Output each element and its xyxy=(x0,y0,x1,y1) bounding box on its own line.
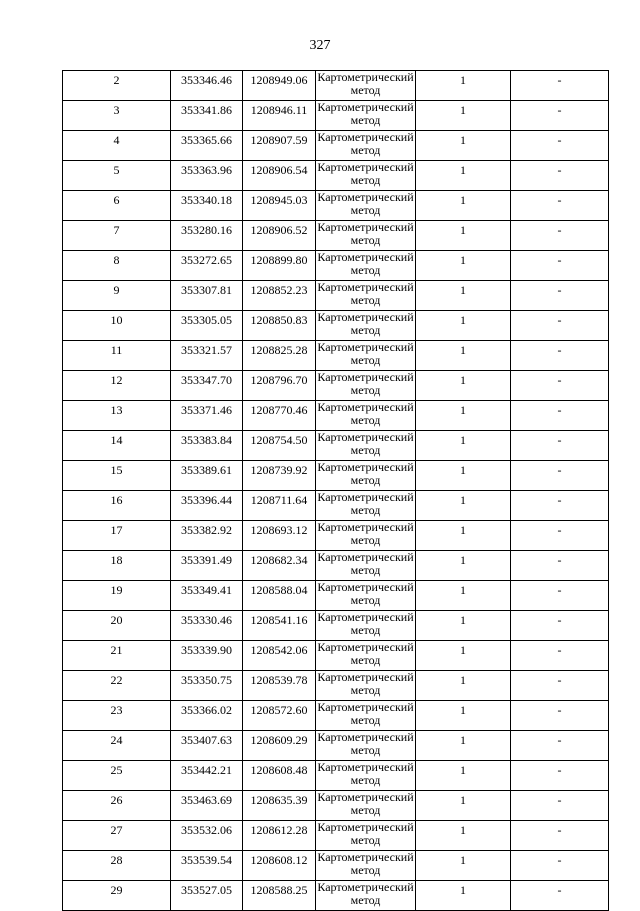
y-coordinate-cell: 1208609.29 xyxy=(243,731,316,761)
x-coordinate-cell: 353347.70 xyxy=(171,371,243,401)
table-row xyxy=(63,641,609,671)
y-coordinate-cell: 1208541.16 xyxy=(243,611,316,641)
table-row xyxy=(63,311,609,341)
point-number-cell: 8 xyxy=(63,251,171,281)
note-cell: - xyxy=(511,671,609,701)
method-text: Картометрический метод xyxy=(317,880,414,907)
method-text: Картометрический метод xyxy=(317,640,414,667)
method-text: Картометрический метод xyxy=(317,400,414,427)
note-cell: - xyxy=(511,641,609,671)
table-row xyxy=(63,431,609,461)
point-number-cell: 25 xyxy=(63,761,171,791)
point-number-cell: 27 xyxy=(63,821,171,851)
precision-cell: 1 xyxy=(416,461,511,491)
x-coordinate-cell: 353307.81 xyxy=(171,281,243,311)
precision-cell: 1 xyxy=(416,221,511,251)
y-coordinate-cell: 1208612.28 xyxy=(243,821,316,851)
point-number-cell: 15 xyxy=(63,461,171,491)
method-text: Картометрический метод xyxy=(317,430,414,457)
x-coordinate-cell: 353365.66 xyxy=(171,131,243,161)
method-cell xyxy=(316,581,416,611)
method-text: Картометрический метод xyxy=(317,730,414,757)
y-coordinate-cell: 1208899.80 xyxy=(243,251,316,281)
table-row xyxy=(63,611,609,641)
method-cell xyxy=(316,401,416,431)
x-coordinate-cell: 353321.57 xyxy=(171,341,243,371)
x-coordinate-cell: 353527.05 xyxy=(171,881,243,911)
x-coordinate-cell: 353442.21 xyxy=(171,761,243,791)
y-coordinate-cell: 1208852.23 xyxy=(243,281,316,311)
method-cell xyxy=(316,551,416,581)
method-cell xyxy=(316,671,416,701)
table-row xyxy=(63,671,609,701)
method-text: Картометрический метод xyxy=(317,310,414,337)
method-text: Картометрический метод xyxy=(317,250,414,277)
method-text: Картометрический метод xyxy=(317,760,414,787)
precision-cell: 1 xyxy=(416,611,511,641)
point-number-cell: 13 xyxy=(63,401,171,431)
point-number-cell: 2 xyxy=(63,71,171,101)
method-text: Картометрический метод xyxy=(317,280,414,307)
method-cell xyxy=(316,791,416,821)
note-cell: - xyxy=(511,191,609,221)
table-row xyxy=(63,881,609,911)
note-cell: - xyxy=(511,731,609,761)
method-text: Картометрический метод xyxy=(317,490,414,517)
y-coordinate-cell: 1208825.28 xyxy=(243,341,316,371)
table-row xyxy=(63,161,609,191)
x-coordinate-cell: 353389.61 xyxy=(171,461,243,491)
method-text: Картометрический метод xyxy=(317,370,414,397)
x-coordinate-cell: 353305.05 xyxy=(171,311,243,341)
y-coordinate-cell: 1208588.04 xyxy=(243,581,316,611)
point-number-cell: 3 xyxy=(63,101,171,131)
x-coordinate-cell: 353272.65 xyxy=(171,251,243,281)
note-cell: - xyxy=(511,341,609,371)
y-coordinate-cell: 1208945.03 xyxy=(243,191,316,221)
table-row xyxy=(63,701,609,731)
method-cell xyxy=(316,461,416,491)
y-coordinate-cell: 1208608.48 xyxy=(243,761,316,791)
y-coordinate-cell: 1208608.12 xyxy=(243,851,316,881)
x-coordinate-cell: 353346.46 xyxy=(171,71,243,101)
y-coordinate-cell: 1208906.54 xyxy=(243,161,316,191)
x-coordinate-cell: 353340.18 xyxy=(171,191,243,221)
x-coordinate-cell: 353539.54 xyxy=(171,851,243,881)
table-row xyxy=(63,71,609,101)
note-cell: - xyxy=(511,881,609,911)
method-cell xyxy=(316,281,416,311)
note-cell: - xyxy=(511,851,609,881)
method-cell xyxy=(316,491,416,521)
method-cell xyxy=(316,701,416,731)
y-coordinate-cell: 1208539.78 xyxy=(243,671,316,701)
note-cell: - xyxy=(511,101,609,131)
precision-cell: 1 xyxy=(416,671,511,701)
method-cell xyxy=(316,821,416,851)
x-coordinate-cell: 353532.06 xyxy=(171,821,243,851)
note-cell: - xyxy=(511,461,609,491)
method-cell xyxy=(316,101,416,131)
x-coordinate-cell: 353396.44 xyxy=(171,491,243,521)
point-number-cell: 28 xyxy=(63,851,171,881)
point-number-cell: 20 xyxy=(63,611,171,641)
x-coordinate-cell: 353280.16 xyxy=(171,221,243,251)
method-text: Картометрический метод xyxy=(317,550,414,577)
precision-cell: 1 xyxy=(416,641,511,671)
method-cell xyxy=(316,641,416,671)
precision-cell: 1 xyxy=(416,251,511,281)
point-number-cell: 18 xyxy=(63,551,171,581)
method-cell xyxy=(316,881,416,911)
method-cell xyxy=(316,341,416,371)
method-cell xyxy=(316,161,416,191)
method-text: Картометрический метод xyxy=(317,160,414,187)
method-text: Картометрический метод xyxy=(317,700,414,727)
method-text: Картометрический метод xyxy=(317,610,414,637)
precision-cell: 1 xyxy=(416,821,511,851)
point-number-cell: 11 xyxy=(63,341,171,371)
y-coordinate-cell: 1208907.59 xyxy=(243,131,316,161)
x-coordinate-cell: 353330.46 xyxy=(171,611,243,641)
table-row xyxy=(63,731,609,761)
y-coordinate-cell: 1208796.70 xyxy=(243,371,316,401)
table-row xyxy=(63,131,609,161)
method-text: Картометрический метод xyxy=(317,100,414,127)
note-cell: - xyxy=(511,581,609,611)
method-text: Картометрический метод xyxy=(317,580,414,607)
method-cell xyxy=(316,131,416,161)
y-coordinate-cell: 1208850.83 xyxy=(243,311,316,341)
note-cell: - xyxy=(511,131,609,161)
precision-cell: 1 xyxy=(416,551,511,581)
y-coordinate-cell: 1208542.06 xyxy=(243,641,316,671)
note-cell: - xyxy=(511,401,609,431)
x-coordinate-cell: 353407.63 xyxy=(171,731,243,761)
x-coordinate-cell: 353363.96 xyxy=(171,161,243,191)
precision-cell: 1 xyxy=(416,701,511,731)
y-coordinate-cell: 1208682.34 xyxy=(243,551,316,581)
note-cell: - xyxy=(511,221,609,251)
y-coordinate-cell: 1208754.50 xyxy=(243,431,316,461)
method-cell xyxy=(316,371,416,401)
note-cell: - xyxy=(511,311,609,341)
note-cell: - xyxy=(511,281,609,311)
note-cell: - xyxy=(511,791,609,821)
y-coordinate-cell: 1208949.06 xyxy=(243,71,316,101)
table-row xyxy=(63,491,609,521)
point-number-cell: 4 xyxy=(63,131,171,161)
y-coordinate-cell: 1208946.11 xyxy=(243,101,316,131)
point-number-cell: 21 xyxy=(63,641,171,671)
precision-cell: 1 xyxy=(416,191,511,221)
method-text: Картометрический метод xyxy=(317,220,414,247)
table-row xyxy=(63,101,609,131)
method-cell xyxy=(316,221,416,251)
precision-cell: 1 xyxy=(416,791,511,821)
table-row xyxy=(63,821,609,851)
method-cell xyxy=(316,191,416,221)
x-coordinate-cell: 353350.75 xyxy=(171,671,243,701)
y-coordinate-cell: 1208711.64 xyxy=(243,491,316,521)
y-coordinate-cell: 1208770.46 xyxy=(243,401,316,431)
x-coordinate-cell: 353382.92 xyxy=(171,521,243,551)
y-coordinate-cell: 1208588.25 xyxy=(243,881,316,911)
note-cell: - xyxy=(511,251,609,281)
y-coordinate-cell: 1208635.39 xyxy=(243,791,316,821)
method-text: Картометрический метод xyxy=(317,340,414,367)
point-number-cell: 24 xyxy=(63,731,171,761)
precision-cell: 1 xyxy=(416,881,511,911)
coordinates-table-body xyxy=(63,71,609,911)
precision-cell: 1 xyxy=(416,761,511,791)
table-row xyxy=(63,281,609,311)
page-number: 327 xyxy=(309,38,331,53)
table-row xyxy=(63,221,609,251)
point-number-cell: 26 xyxy=(63,791,171,821)
method-cell xyxy=(316,521,416,551)
y-coordinate-cell: 1208739.92 xyxy=(243,461,316,491)
method-text: Картометрический метод xyxy=(317,790,414,817)
coordinates-table xyxy=(62,70,609,911)
x-coordinate-cell: 353383.84 xyxy=(171,431,243,461)
method-cell xyxy=(316,251,416,281)
x-coordinate-cell: 353463.69 xyxy=(171,791,243,821)
method-text: Картометрический метод xyxy=(317,520,414,547)
y-coordinate-cell: 1208693.12 xyxy=(243,521,316,551)
y-coordinate-cell: 1208906.52 xyxy=(243,221,316,251)
table-row xyxy=(63,341,609,371)
note-cell: - xyxy=(511,821,609,851)
point-number-cell: 29 xyxy=(63,881,171,911)
method-cell xyxy=(316,431,416,461)
table-row xyxy=(63,851,609,881)
precision-cell: 1 xyxy=(416,311,511,341)
method-cell xyxy=(316,611,416,641)
x-coordinate-cell: 353341.86 xyxy=(171,101,243,131)
table-row xyxy=(63,791,609,821)
method-text: Картометрический метод xyxy=(317,820,414,847)
precision-cell: 1 xyxy=(416,581,511,611)
precision-cell: 1 xyxy=(416,161,511,191)
point-number-cell: 22 xyxy=(63,671,171,701)
y-coordinate-cell: 1208572.60 xyxy=(243,701,316,731)
method-cell xyxy=(316,71,416,101)
point-number-cell: 6 xyxy=(63,191,171,221)
table-row xyxy=(63,191,609,221)
x-coordinate-cell: 353349.41 xyxy=(171,581,243,611)
table-row xyxy=(63,461,609,491)
precision-cell: 1 xyxy=(416,431,511,461)
point-number-cell: 9 xyxy=(63,281,171,311)
method-cell xyxy=(316,311,416,341)
point-number-cell: 14 xyxy=(63,431,171,461)
x-coordinate-cell: 353391.49 xyxy=(171,551,243,581)
method-text: Картометрический метод xyxy=(317,670,414,697)
table-row xyxy=(63,581,609,611)
precision-cell: 1 xyxy=(416,281,511,311)
precision-cell: 1 xyxy=(416,341,511,371)
note-cell: - xyxy=(511,611,609,641)
note-cell: - xyxy=(511,431,609,461)
x-coordinate-cell: 353371.46 xyxy=(171,401,243,431)
precision-cell: 1 xyxy=(416,521,511,551)
method-text: Картометрический метод xyxy=(317,130,414,157)
point-number-cell: 17 xyxy=(63,521,171,551)
note-cell: - xyxy=(511,371,609,401)
method-text: Картометрический метод xyxy=(317,70,414,97)
table-row xyxy=(63,371,609,401)
x-coordinate-cell: 353366.02 xyxy=(171,701,243,731)
precision-cell: 1 xyxy=(416,131,511,161)
method-text: Картометрический метод xyxy=(317,460,414,487)
method-cell xyxy=(316,851,416,881)
precision-cell: 1 xyxy=(416,851,511,881)
note-cell: - xyxy=(511,491,609,521)
method-text: Картометрический метод xyxy=(317,850,414,877)
method-cell xyxy=(316,761,416,791)
precision-cell: 1 xyxy=(416,71,511,101)
note-cell: - xyxy=(511,551,609,581)
precision-cell: 1 xyxy=(416,401,511,431)
method-text: Картометрический метод xyxy=(317,190,414,217)
point-number-cell: 19 xyxy=(63,581,171,611)
note-cell: - xyxy=(511,761,609,791)
x-coordinate-cell: 353339.90 xyxy=(171,641,243,671)
note-cell: - xyxy=(511,161,609,191)
method-cell xyxy=(316,731,416,761)
precision-cell: 1 xyxy=(416,491,511,521)
point-number-cell: 16 xyxy=(63,491,171,521)
point-number-cell: 7 xyxy=(63,221,171,251)
table-row xyxy=(63,401,609,431)
note-cell: - xyxy=(511,521,609,551)
precision-cell: 1 xyxy=(416,371,511,401)
note-cell: - xyxy=(511,71,609,101)
table-row xyxy=(63,521,609,551)
point-number-cell: 5 xyxy=(63,161,171,191)
point-number-cell: 12 xyxy=(63,371,171,401)
point-number-cell: 23 xyxy=(63,701,171,731)
table-row xyxy=(63,551,609,581)
precision-cell: 1 xyxy=(416,731,511,761)
table-row xyxy=(63,251,609,281)
table-row xyxy=(63,761,609,791)
note-cell: - xyxy=(511,701,609,731)
precision-cell: 1 xyxy=(416,101,511,131)
point-number-cell: 10 xyxy=(63,311,171,341)
